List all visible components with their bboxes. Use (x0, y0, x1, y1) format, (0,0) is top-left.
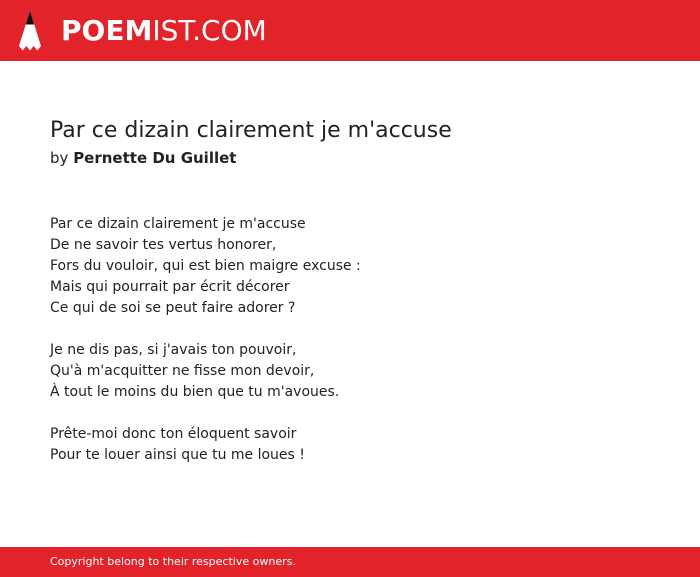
poem-line: Ce qui de soi se peut faire adorer ? (50, 300, 296, 316)
stanza (50, 340, 670, 403)
site-logo-text (61, 10, 267, 52)
poem-line: Fors du vouloir, qui est bien maigre excuse : (50, 258, 361, 274)
copyright-text: Copyright belong to their respective owners. (50, 555, 296, 568)
byline-label: by (50, 149, 69, 167)
poem-line: À tout le moins du bien que tu m'avoues. (50, 384, 340, 400)
logo-text-bold: POEM (61, 14, 153, 47)
poem-line: Qu'à m'acquitter ne fisse mon devoir, (50, 363, 315, 379)
site-logo-link[interactable] (18, 10, 267, 52)
author-link[interactable]: Pernette Du Guillet (73, 149, 237, 167)
stanza (50, 214, 670, 319)
poem-title: Par ce dizain clairement je m'accuse (50, 118, 452, 143)
poem-line: De ne savoir tes vertus honorer, (50, 237, 277, 253)
stanza (50, 424, 670, 466)
site-header (0, 0, 700, 61)
poem-byline (50, 147, 670, 169)
logo-text-light: IST.COM (152, 14, 267, 47)
poem-line: Par ce dizain clairement je m'accuse (50, 216, 306, 232)
poem-line: Je ne dis pas, si j'avais ton pouvoir, (50, 342, 297, 358)
poem-line: Prête-moi donc ton éloquent savoir (50, 426, 297, 442)
poem-line: Pour te louer ainsi que tu me loues ! (50, 447, 305, 463)
poem-line: Mais qui pourrait par écrit décorer (50, 279, 290, 295)
pencil-tip-icon (18, 10, 42, 52)
site-footer (0, 547, 700, 577)
poem-body (50, 214, 670, 466)
poem-container (50, 116, 670, 487)
